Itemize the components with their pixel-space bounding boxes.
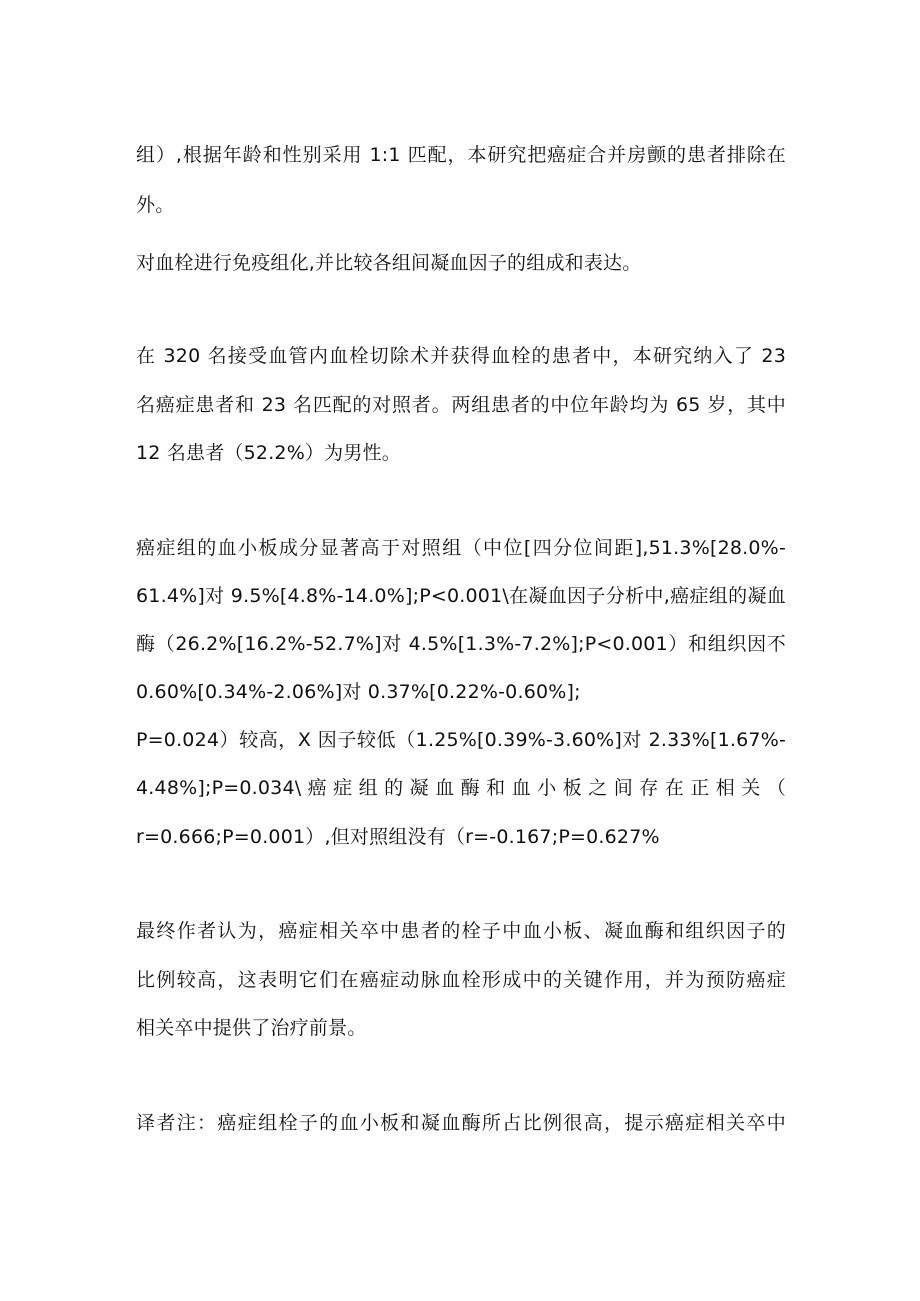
paragraph-4-line-5: P=0.024）较高，X 因子较低（1.25%[0.39%-3.60%]对 2.33%[1.67%- — [136, 729, 786, 751]
paragraph-1-line-1: 组）,根据年龄和性别采用 1:1 匹配，本研究把癌症合并房颤的患者排除在 — [136, 144, 786, 166]
paragraph-5-line-1: 最终作者认为，癌症相关卒中患者的栓子中血小板、凝血酶和组织因子的 — [136, 920, 786, 942]
paragraph-6-line-1: 译者注：癌症组栓子的血小板和凝血酶所占比例很高，提示癌症相关卒中 — [136, 1112, 786, 1134]
paragraph-4-line-4: 0.60%[0.34%-2.06%]对 0.37%[0.22%-0.60%]; — [136, 681, 581, 703]
paragraph-1-line-2: 外。 — [136, 194, 175, 216]
paragraph-4-line-2: 61.4%]对 9.5%[4.8%-14.0%];P<0.001\在凝血因子分析中,癌症组的凝血 — [136, 585, 786, 607]
paragraph-5-line-2: 比例较高，这表明它们在癌症动脉血栓形成中的关键作用，并为预防癌症 — [136, 969, 786, 991]
paragraph-4-line-1: 癌症组的血小板成分显著高于对照组（中位[四分位间距],51.3%[28.0%- — [136, 537, 786, 559]
paragraph-3-line-3: 12 名患者（52.2%）为男性。 — [136, 442, 401, 464]
paragraph-2-line-1: 对血栓进行免疫组化,并比较各组间凝血因子的组成和表达。 — [136, 252, 642, 274]
paragraph-4-line-6: 4.48%];P=0.034\ 癌 症 组 的 凝 血 酶 和 血 小 板 之 间 存 在 正 相 关 （ — [136, 777, 786, 799]
paragraph-5-line-3: 相关卒中提供了治疗前景。 — [136, 1017, 367, 1039]
paragraph-4-line-7: r=0.666;P=0.001）,但对照组没有（r=-0.167;P=0.627% — [136, 826, 660, 848]
paragraph-3-line-1: 在 320 名接受血管内血栓切除术并获得血栓的患者中，本研究纳入了 23 — [136, 345, 786, 367]
paragraph-3-line-2: 名癌症患者和 23 名匹配的对照者。两组患者的中位年龄均为 65 岁，其中 — [136, 394, 786, 416]
paragraph-4-line-3: 酶（26.2%[16.2%-52.7%]对 4.5%[1.3%-7.2%];P<0.001）和组织因不 — [136, 633, 786, 655]
